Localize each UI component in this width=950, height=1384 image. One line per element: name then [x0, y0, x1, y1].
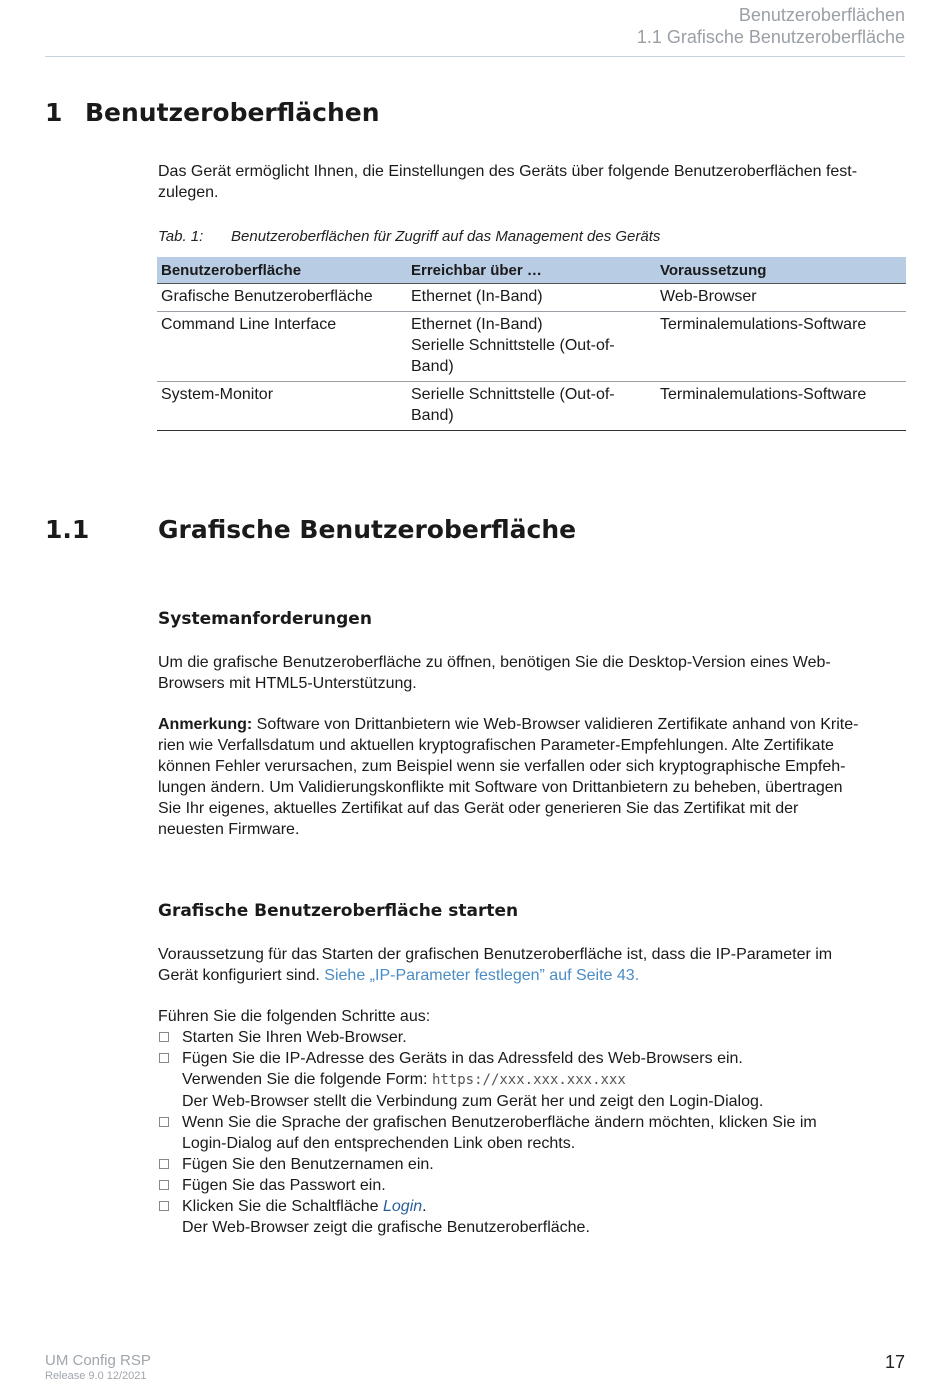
table-cell-ui: Command Line Interface [157, 312, 407, 382]
table-row [157, 312, 906, 382]
sysreq-line1: Um die grafische Benutzeroberfläche zu öffnen, benötigen Sie die Desktop-Version eines Web- [158, 654, 831, 671]
chapter-intro-line1: Das Gerät ermöglicht Ihnen, die Einstellungen des Geräts über folgende Benutzeroberflächen fest- [158, 163, 858, 180]
table-header-access: Erreichbar über … [407, 257, 656, 284]
table-cell-requirement: Web-Browser [656, 284, 906, 312]
table-header-row [157, 257, 906, 284]
step-text: Verwenden Sie die folgende Form: [182, 1071, 432, 1088]
note-line2: rien wie Verfallsdatum und aktuellen kryptografischen Parameter-Empfehlungen. Alte Zertifikate [158, 737, 834, 754]
sysreq-heading: Systemanforderungen [158, 609, 372, 629]
table-row [157, 284, 906, 312]
note-label: Anmerkung: [158, 716, 253, 733]
ui-overview-table [157, 257, 906, 431]
list-item [158, 1112, 908, 1154]
note-line3: können Fehler verursachen, zum Beispiel wenn sie verfallen oder sich kryptographische Empfeh- [158, 758, 846, 775]
chapter-number: 1 [45, 98, 63, 127]
table-cell-ui: System-Monitor [157, 382, 407, 431]
url-format: https://xxx.xxx.xxx.xxx [431, 1072, 626, 1088]
table-caption-number: Tab. 1: [158, 228, 204, 245]
table-header-requirement: Voraussetzung [656, 257, 906, 284]
start-line2: Gerät konfiguriert sind. [158, 967, 325, 984]
step-text: Klicken Sie die Schaltfläche [182, 1198, 383, 1215]
start-line1: Voraussetzung für das Starten der grafischen Benutzeroberfläche ist, dass die IP-Parameter im [158, 946, 833, 963]
note-line6: neuesten Firmware. [158, 821, 300, 838]
note-line5: Sie Ihr eigenes, aktuelles Zertifikat auf das Gerät oder generieren Sie das Zertifikat mit der [158, 800, 799, 817]
step-text: Fügen Sie das Passwort ein. [182, 1177, 386, 1194]
list-item [158, 1175, 908, 1196]
list-item [158, 1196, 908, 1238]
ip-parameter-link[interactable]: Siehe „IP-Parameter festlegen” auf Seite 43. [324, 967, 640, 984]
note-paragraph [158, 714, 908, 840]
section-heading [45, 515, 576, 544]
step-text: Starten Sie Ihren Web-Browser. [182, 1029, 407, 1046]
table-caption [158, 228, 660, 245]
running-header-chapter: Benutzeroberflächen [738, 5, 905, 25]
access-line: Ethernet (In-Band) [411, 316, 543, 333]
step-result: Der Web-Browser stellt die Verbindung zum Gerät her und zeigt den Login-Dialog. [182, 1093, 764, 1110]
step-text: Wenn Sie die Sprache der grafischen Benutzeroberfläche ändern möchten, klicken Sie im [182, 1114, 817, 1131]
section-number: 1.1 [45, 515, 90, 544]
list-item [158, 1154, 908, 1175]
table-cell-access [407, 382, 656, 431]
step-checkbox-icon [159, 1053, 169, 1063]
step-checkbox-icon [159, 1180, 169, 1190]
note-line4: lungen ändern. Um Validierungskonflikte mit Software von Drittanbietern zu beheben, übertragen [158, 779, 843, 796]
footer [45, 1352, 151, 1383]
running-header-section: 1.1 Grafische Benutzeroberfläche [636, 27, 905, 47]
list-item [158, 1027, 908, 1048]
footer-document: UM Config RSP [45, 1352, 151, 1369]
step-text: Fügen Sie den Benutzernamen ein. [182, 1156, 434, 1173]
sysreq-paragraph [158, 652, 908, 694]
login-button-reference: Login [383, 1198, 423, 1215]
step-result: Der Web-Browser zeigt die grafische Benutzeroberfläche. [182, 1219, 590, 1236]
footer-release: Release 9.0 12/2021 [45, 1370, 147, 1382]
table-cell-requirement: Terminalemulations-Software [656, 312, 906, 382]
table-cell-access [407, 312, 656, 382]
access-line: Band) [411, 358, 454, 375]
table-cell-ui: Grafische Benutzeroberfläche [157, 284, 407, 312]
step-checkbox-icon [159, 1117, 169, 1127]
steps-intro: Führen Sie die folgenden Schritte aus: [158, 1008, 431, 1025]
table-header-ui: Benutzeroberfläche [157, 257, 407, 284]
running-header [637, 4, 905, 48]
table-cell-access [407, 284, 656, 312]
step-text: Login-Dialog auf den entsprechenden Link oben rechts. [182, 1135, 576, 1152]
step-text: . [422, 1198, 427, 1215]
access-line: Serielle Schnittstelle (Out-of- [411, 337, 615, 354]
list-item [158, 1048, 908, 1112]
chapter-intro-line2: zulegen. [158, 184, 219, 201]
chapter-intro [158, 161, 908, 203]
start-paragraph [158, 944, 908, 986]
access-line: Serielle Schnittstelle (Out-of- [411, 386, 615, 403]
step-checkbox-icon [159, 1159, 169, 1169]
step-checkbox-icon [159, 1201, 169, 1211]
note-line1: Software von Drittanbietern wie Web-Browser validieren Zertifikate anhand von Krite- [252, 716, 859, 733]
step-text: Fügen Sie die IP-Adresse des Geräts in das Adressfeld des Web-Browsers ein. [182, 1050, 743, 1067]
access-line: Band) [411, 407, 454, 424]
table-row [157, 382, 906, 431]
page-number: 17 [884, 1352, 905, 1372]
table-cell-requirement: Terminalemulations-Software [656, 382, 906, 431]
header-divider [45, 56, 905, 57]
section-title: Grafische Benutzeroberfläche [158, 515, 577, 544]
sysreq-line2: Browsers mit HTML5-Unterstützung. [158, 675, 417, 692]
table-caption-text: Benutzeroberflächen für Zugriff auf das Management des Geräts [231, 228, 661, 245]
access-line: Ethernet (In-Band) [411, 288, 543, 305]
chapter-heading [45, 98, 380, 127]
chapter-title: Benutzeroberflächen [85, 98, 380, 127]
start-heading: Grafische Benutzeroberfläche starten [158, 901, 519, 921]
step-checkbox-icon [159, 1032, 169, 1042]
steps-list [158, 1027, 908, 1238]
